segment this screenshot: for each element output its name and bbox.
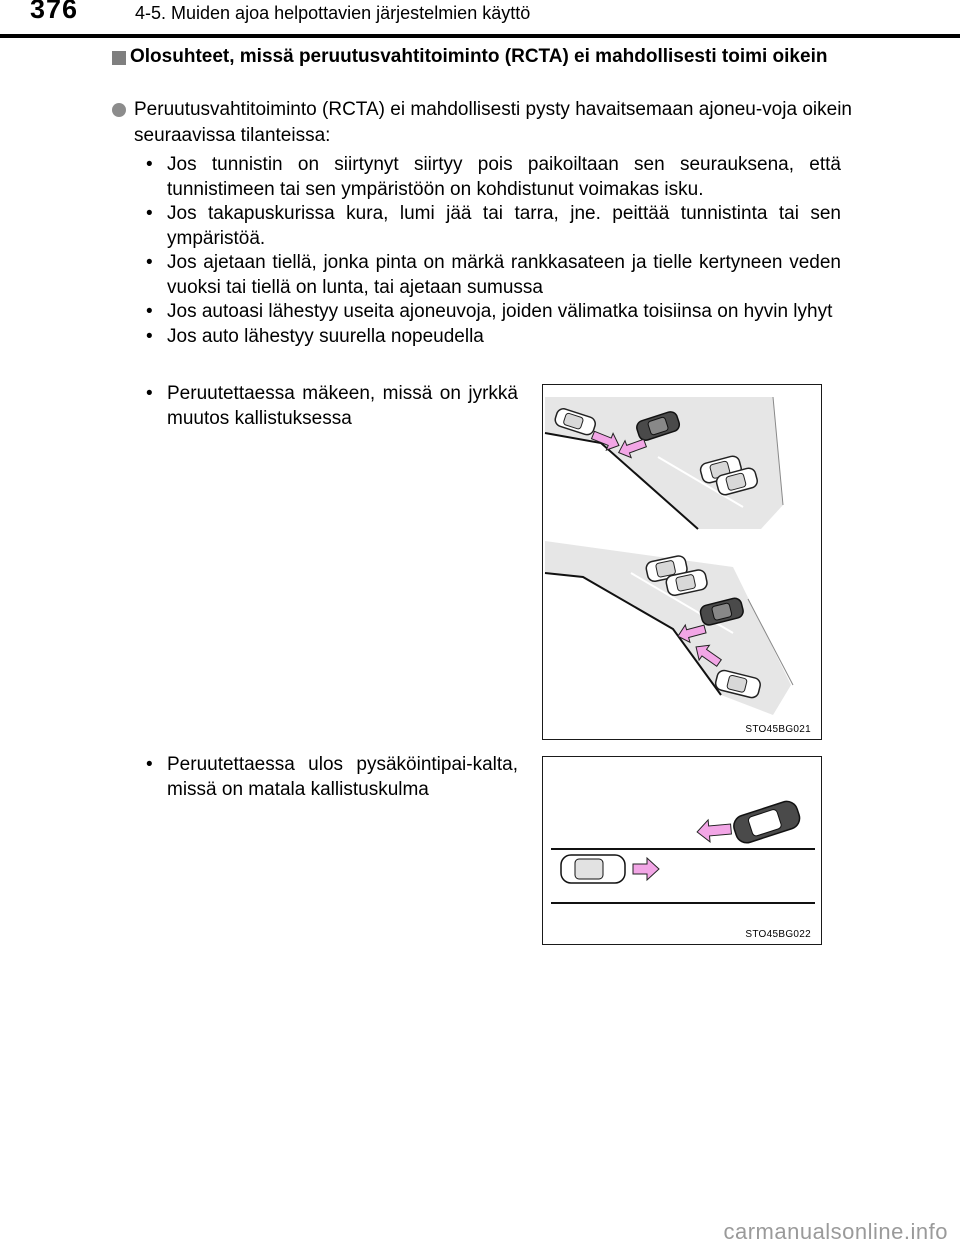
heading-square-marker: [112, 51, 126, 65]
bullet: •: [146, 301, 153, 322]
list-item-text: Jos tunnistin on siirtynyt siirtyy pois paikoiltaan sen seurauksena, että tunnistimeen tai sen ympäristöön on kohdistunut voimakas isku.: [167, 154, 841, 200]
list-item: [146, 251, 841, 300]
car-dark: [731, 799, 802, 846]
list-item-text: Jos takapuskurissa kura, lumi jää tai tarra, jne. peittää tunnistinta tai sen ympäristöä.: [167, 203, 841, 249]
section-heading-text: Olosuhteet, missä peruutusvahtitoiminto (RCTA) ei mahdollisesti toimi oikein: [130, 46, 828, 67]
figure-parking-illustration: [542, 756, 822, 945]
bullet: •: [146, 325, 153, 347]
section-intro: [112, 97, 852, 149]
list-item: [146, 300, 841, 325]
parking-diagram: [543, 757, 821, 944]
figure-item-slope: [146, 382, 518, 431]
bullet: •: [146, 203, 153, 224]
figure-item-text: Peruutettaessa ulos pysäköintipai-kalta, missä on matala kallistuskulma: [167, 754, 518, 800]
list-item: [146, 325, 841, 350]
bullet: •: [146, 383, 153, 404]
list-item-text: Jos ajetaan tiellä, jonka pinta on märkä rankkasateen ja tielle kertyneen veden vuoksi tai tiellä on lunta, tai ajetaan sumussa: [167, 252, 841, 298]
figure-item-parking: [146, 753, 518, 802]
list-item: [146, 202, 841, 251]
figure-item-text: Peruutettaessa mäkeen, missä on jyrkkä muutos kallistuksessa: [167, 383, 518, 429]
intro-circle-marker: [112, 103, 126, 117]
arrow-icon: [633, 858, 659, 880]
figure-slope-illustration: [542, 384, 822, 740]
header-rule: [0, 34, 960, 38]
list-item-text: Jos auto lähestyy suurella nopeudella: [167, 325, 484, 347]
page-header-title: 4-5. Muiden ajoa helpottavien järjestelmien käyttö: [135, 3, 531, 23]
arrow-icon: [696, 818, 732, 843]
section-heading: [112, 44, 852, 70]
list-item: [146, 153, 841, 202]
page-number: 376: [30, 0, 79, 24]
bullet: •: [146, 754, 153, 775]
bullet: •: [146, 154, 153, 175]
section-intro-text: Peruutusvahtitoiminto (RCTA) ei mahdollisesti pysty havaitsemaan ajoneu-voja oikein seuraavissa tilanteissa:: [134, 99, 852, 146]
bullet: •: [146, 252, 153, 273]
figure-code: STO45BG022: [745, 929, 811, 940]
list-item-text: Jos autoasi lähestyy useita ajoneuvoja, joiden välimatka toisiinsa on hyvin lyhyt: [167, 301, 833, 322]
slope-diagram: [543, 385, 821, 739]
figure-code: STO45BG021: [745, 724, 811, 735]
car-light: [561, 855, 625, 883]
watermark: carmanualsonline.info: [723, 1219, 948, 1244]
condition-list: [146, 153, 841, 349]
